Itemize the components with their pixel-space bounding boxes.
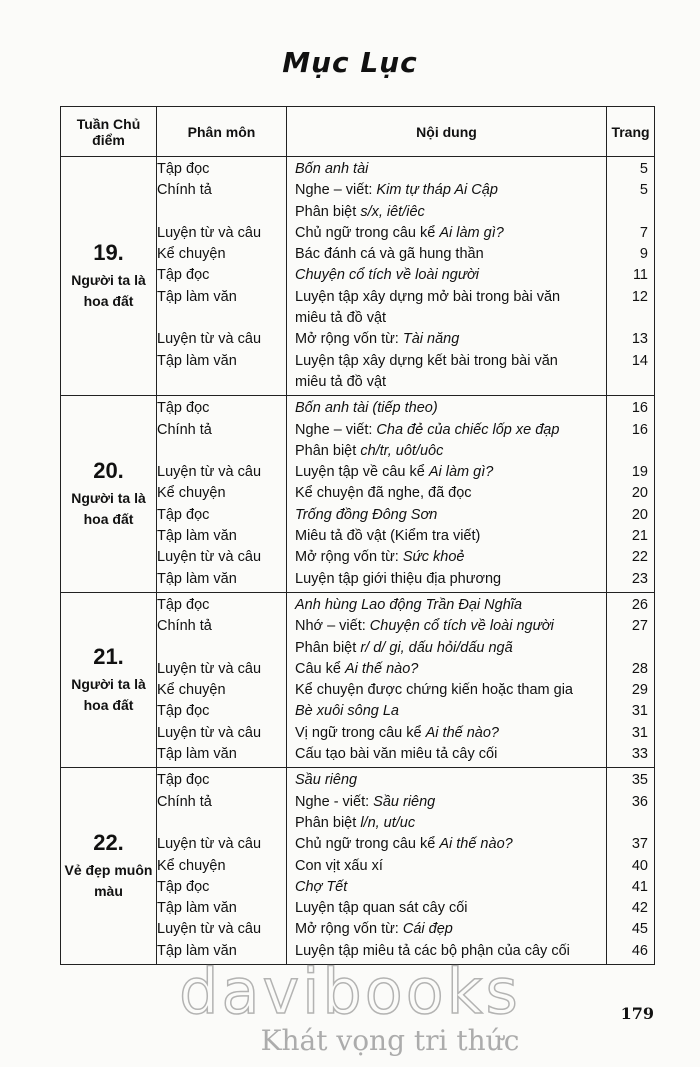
subject-label: Chính tả <box>157 421 212 438</box>
subject-column <box>157 768 287 965</box>
subject-label: Kể chuyện <box>157 857 226 874</box>
subject-label: Tập đọc <box>157 772 210 789</box>
content-text: Câu kể <box>295 660 345 677</box>
page-ref: 16 <box>631 421 648 438</box>
page-ref: 29 <box>631 682 648 699</box>
page-ref <box>607 202 654 223</box>
content-text: Sầu riêng <box>373 793 436 810</box>
week-block <box>61 157 655 396</box>
content-text: l/n, ut/uc <box>360 814 416 831</box>
content-text: Cha đẻ của chiếc lốp xe đạp <box>376 421 560 438</box>
content-entry <box>287 244 606 265</box>
subject-label: Luyện từ và câu <box>157 724 262 741</box>
page-column <box>607 768 655 965</box>
subject-label: Chính tả <box>157 618 212 635</box>
page-ref: 19 <box>631 464 648 481</box>
content-entry <box>287 308 606 329</box>
content-entry <box>287 420 606 441</box>
subject-label: Tập đọc <box>157 596 210 613</box>
content-text: Kim tự tháp Ai Cập <box>376 182 498 199</box>
subject-label: Kể chuyện <box>157 485 226 502</box>
week-number: 22. <box>93 830 124 856</box>
page-ref: 20 <box>631 506 648 523</box>
content-entry <box>287 159 606 180</box>
content-text: Chuyện cổ tích về loài người <box>295 267 479 284</box>
page-ref: 20 <box>631 485 648 502</box>
content-entry <box>287 638 606 659</box>
content-text: Bác đánh cá và gã hung thần <box>295 246 484 263</box>
content-entry <box>287 202 606 223</box>
content-text: Anh hùng Lao động Trần Đại Nghĩa <box>295 596 523 613</box>
content-text: Phân biệt <box>295 639 361 656</box>
page-ref: 5 <box>639 161 648 177</box>
page-ref <box>607 638 654 659</box>
content-entry <box>287 505 606 526</box>
content-text: Cấu tạo bài văn miêu tả cây cối <box>295 746 498 763</box>
header-page: Trang <box>607 107 655 157</box>
subject-column <box>157 396 287 593</box>
page-ref <box>607 308 654 329</box>
page-title: Mục Lục <box>282 46 418 79</box>
content-text: Bốn anh tài <box>295 161 369 177</box>
content-entry <box>287 659 606 680</box>
page-ref: 27 <box>631 618 648 635</box>
page-column <box>607 157 655 396</box>
subject-label: Tập làm văn <box>157 528 237 545</box>
content-text: Luyện tập về câu kể <box>295 464 429 481</box>
subject-label: Tập làm văn <box>157 352 237 369</box>
subject-label: Luyện từ và câu <box>157 549 262 566</box>
content-text: Kể chuyện đã nghe, đã đọc <box>295 485 472 502</box>
subject-label: Tập đọc <box>157 878 210 895</box>
content-text: Miêu tả đồ vật (Kiểm tra viết) <box>295 528 481 545</box>
content-text: Sức khoẻ <box>402 549 465 566</box>
week-number: 21. <box>93 644 124 670</box>
content-text: Con vịt xấu xí <box>295 857 383 874</box>
page-ref <box>607 813 654 834</box>
content-column <box>287 592 607 767</box>
content-entry <box>287 287 606 308</box>
content-text: Mở rộng vốn từ: <box>295 921 403 938</box>
content-text: Luyện tập miêu tả các bộ phận của cây cối <box>295 942 570 959</box>
week-theme: Người ta là hoa đất <box>71 272 146 310</box>
subject-label: Kể chuyện <box>157 246 226 263</box>
subject-label <box>61 372 286 393</box>
subject-label: Tập đọc <box>157 161 210 177</box>
content-text: Vị ngữ trong câu kể <box>295 724 426 741</box>
content-text: Ai làm gì? <box>428 464 494 481</box>
content-text: Mở rộng vốn từ: <box>295 331 403 348</box>
content-entry <box>287 701 606 722</box>
page-column <box>607 592 655 767</box>
page-ref: 45 <box>631 921 648 938</box>
page-ref: 35 <box>631 772 648 789</box>
content-entry <box>287 834 606 855</box>
page-ref: 7 <box>639 224 648 241</box>
subject-label: Chính tả <box>157 793 212 810</box>
page-column <box>607 396 655 593</box>
page-ref: 23 <box>631 570 648 587</box>
content-entry <box>287 398 606 419</box>
content-entry <box>287 329 606 350</box>
content-entry <box>287 462 606 483</box>
content-text: Sầu riêng <box>295 772 358 789</box>
content-text: Bè xuôi sông La <box>295 703 399 720</box>
page-ref <box>607 372 654 393</box>
content-entry <box>287 792 606 813</box>
content-entry <box>287 744 606 765</box>
content-text: Cái đẹp <box>402 921 453 938</box>
page-ref: 22 <box>631 549 648 566</box>
content-text: Nghe – viết: <box>295 182 377 199</box>
content-entry <box>287 483 606 504</box>
content-entry <box>287 877 606 898</box>
content-text: Ai thế nào? <box>344 660 419 677</box>
header-content: Nội dung <box>287 107 607 157</box>
content-text: Kể chuyện được chứng kiến hoặc tham gia <box>295 682 573 699</box>
subject-label: Tập đọc <box>157 703 210 720</box>
content-entry <box>287 723 606 744</box>
watermark-slogan: Khát vọng tri thức <box>260 1024 520 1057</box>
content-entry <box>287 770 606 791</box>
page-ref <box>607 441 654 462</box>
content-entry <box>287 526 606 547</box>
subject-label: Luyện từ và câu <box>157 464 262 481</box>
page-ref: 37 <box>631 836 648 853</box>
content-text: Ai thế nào? <box>425 724 499 741</box>
week-block <box>61 592 655 767</box>
page-ref: 16 <box>631 400 648 417</box>
content-text: Tài năng <box>402 331 460 348</box>
content-entry <box>287 265 606 286</box>
content-entry <box>287 898 606 919</box>
week-theme: Vẻ đẹp muôn màu <box>64 862 153 900</box>
page-ref: 31 <box>631 703 648 720</box>
header-row <box>61 107 655 157</box>
subject-label: Tập đọc <box>157 506 210 523</box>
content-entry <box>287 180 606 201</box>
page-ref: 21 <box>631 528 648 545</box>
page-ref: 11 <box>632 267 648 284</box>
header-subject: Phân môn <box>157 107 287 157</box>
subject-label: Tập làm văn <box>157 942 237 959</box>
page-ref: 40 <box>631 857 648 874</box>
content-text: Luyện tập xây dựng kết bài trong bài văn <box>295 352 558 369</box>
subject-label: Luyện từ và câu <box>157 836 262 853</box>
content-entry <box>287 856 606 877</box>
header-week: Tuần Chủ điểm <box>61 107 157 157</box>
page-ref: 12 <box>631 288 648 305</box>
content-entry <box>287 616 606 637</box>
content-entry <box>287 372 606 393</box>
week-number: 19. <box>93 240 124 266</box>
page-ref: 31 <box>631 724 648 741</box>
content-text: Phân biệt <box>295 814 361 831</box>
page-ref: 42 <box>631 900 648 917</box>
content-text: Nghe - viết: <box>295 793 374 810</box>
content-entry <box>287 547 606 568</box>
page-ref: 14 <box>631 352 648 369</box>
subject-label <box>61 202 286 223</box>
content-column <box>287 157 607 396</box>
content-entry <box>287 351 606 372</box>
toc-body <box>61 157 655 965</box>
content-text: ch/tr, uôt/uôc <box>360 442 444 459</box>
subject-label: Luyện từ và câu <box>157 660 262 677</box>
page-ref: 28 <box>631 660 648 677</box>
content-column <box>287 768 607 965</box>
content-entry <box>287 223 606 244</box>
subject-label: Luyện từ và câu <box>157 224 262 241</box>
content-text: Nghe – viết: <box>295 421 377 438</box>
week-number: 20. <box>93 458 124 484</box>
content-text: Ai làm gì? <box>439 224 504 241</box>
content-text: miêu tả đồ vật <box>295 310 387 327</box>
content-text: Luyện tập xây dựng mở bài trong bài văn <box>295 288 561 305</box>
content-text: miêu tả đồ vật <box>295 373 387 390</box>
page-ref: 36 <box>631 793 648 810</box>
page-number: 179 <box>620 1004 654 1023</box>
content-column <box>287 396 607 593</box>
page-ref: 41 <box>631 878 648 895</box>
page-ref: 9 <box>639 246 648 263</box>
content-text: Chuyện cổ tích về loài người <box>369 618 554 635</box>
content-entry <box>287 441 606 462</box>
content-text: Luyện tập giới thiệu địa phương <box>295 570 502 587</box>
content-text: r/ d/ gi, dấu hỏi/dấu ngã <box>360 639 513 656</box>
page-ref: 5 <box>639 182 648 199</box>
content-text: Phân biệt <box>295 442 361 459</box>
content-text: Phân biệt <box>295 203 361 220</box>
content-text: Ai thế nào? <box>439 836 513 853</box>
subject-label: Luyện từ và câu <box>157 921 262 938</box>
content-text: Chủ ngữ trong câu kể <box>295 224 440 241</box>
week-theme: Người ta là hoa đất <box>71 490 146 528</box>
week-block <box>61 396 655 593</box>
subject-column <box>157 157 287 396</box>
subject-label: Tập làm văn <box>157 288 237 305</box>
page-ref: 46 <box>631 942 648 959</box>
subject-label: Chính tả <box>157 182 212 199</box>
content-text: Chủ ngữ trong câu kể <box>295 836 440 853</box>
subject-column <box>157 592 287 767</box>
content-text: Mở rộng vốn từ: <box>295 549 403 566</box>
week-block <box>61 768 655 965</box>
subject-label: Tập làm văn <box>157 900 237 917</box>
table-of-contents <box>60 106 655 965</box>
content-text: Chợ Tết <box>295 878 348 895</box>
content-entry <box>287 569 606 590</box>
content-entry <box>287 595 606 616</box>
watermark-brand: davibooks <box>179 955 521 1028</box>
content-text: Luyện tập quan sát cây cối <box>295 900 468 917</box>
page-ref: 26 <box>631 596 648 613</box>
content-entry <box>287 813 606 834</box>
content-entry <box>287 680 606 701</box>
subject-label: Kể chuyện <box>157 682 226 699</box>
subject-label: Tập làm văn <box>157 570 237 587</box>
content-text: Bốn anh tài (tiếp theo) <box>295 400 438 417</box>
subject-label: Tập làm văn <box>157 746 237 763</box>
content-text: Nhớ – viết: <box>295 618 370 635</box>
content-entry <box>287 919 606 940</box>
content-text: s/x, iêt/iêc <box>360 203 425 220</box>
page-ref: 13 <box>631 331 648 348</box>
subject-label: Tập đọc <box>157 400 210 417</box>
subject-label: Luyện từ và câu <box>157 331 262 348</box>
page-ref: 33 <box>631 746 648 763</box>
subject-label: Tập đọc <box>157 267 210 284</box>
week-theme: Người ta là hoa đất <box>71 676 146 714</box>
content-text: Trống đồng Đông Sơn <box>295 506 438 523</box>
